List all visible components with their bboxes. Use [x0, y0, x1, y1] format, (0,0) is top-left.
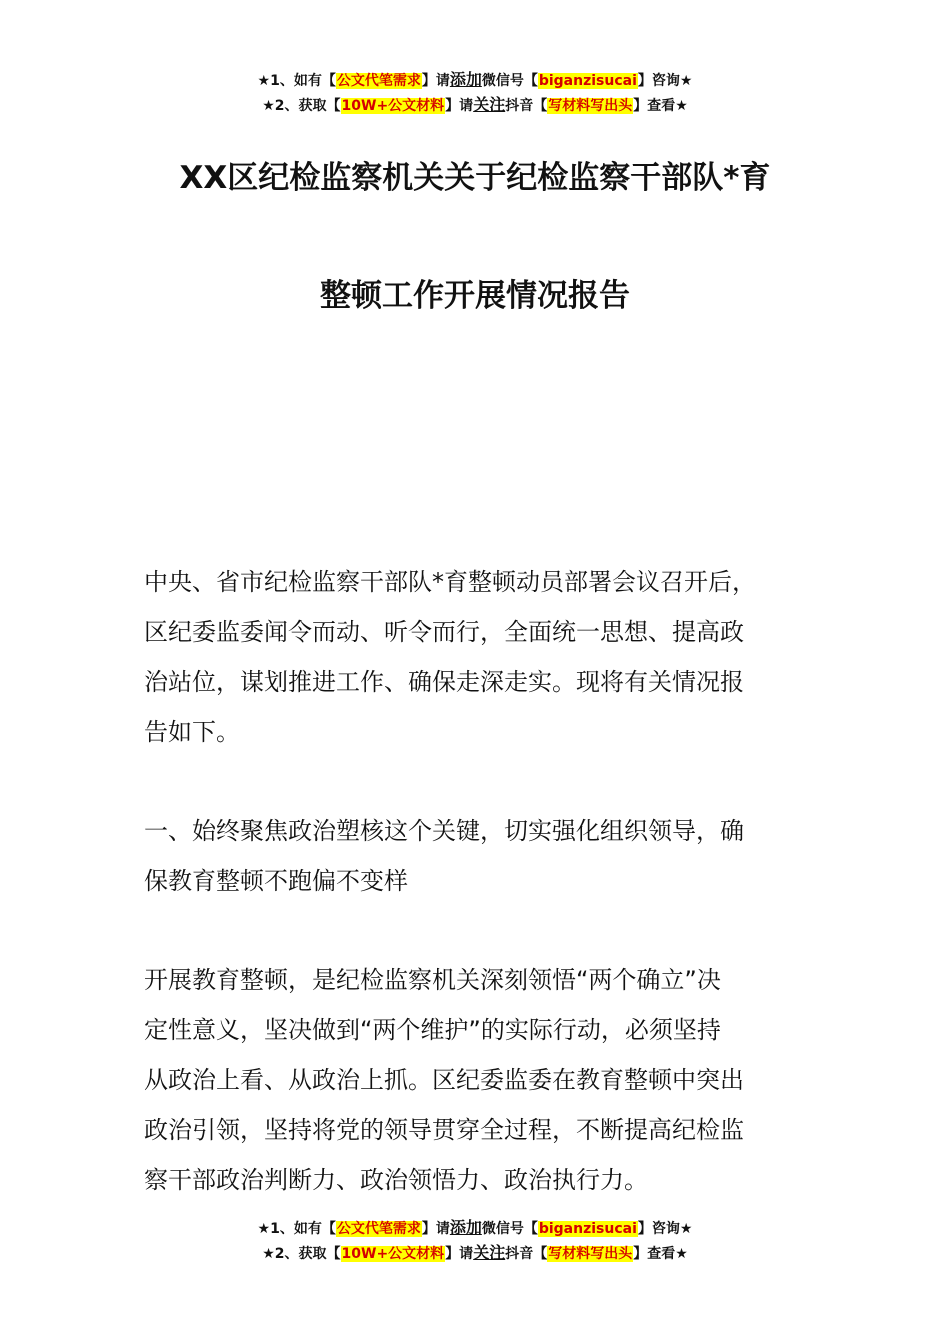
- promo-line-2: [0, 93, 950, 118]
- highlight-wechat-id: biganzisucai: [538, 73, 637, 89]
- paragraph-line: 从政治上看、从政治上抓。区纪委监委在教育整顿中突出: [144, 1066, 744, 1094]
- promo-line-1: [0, 1216, 950, 1241]
- heading-line: 一、始终聚焦政治塑核这个关键，切实强化组织领导，确: [144, 817, 744, 845]
- promo-banner-bottom: [0, 1216, 950, 1266]
- promo-text: 】咨询★: [637, 1221, 693, 1237]
- promo-text: 】查看★: [633, 1246, 688, 1262]
- promo-text: 抖音【: [505, 1246, 548, 1262]
- paragraph-line: 政治引领，坚持将党的领导贯穿全过程，不断提高纪检监: [144, 1116, 744, 1144]
- promo-text: ★1、如有【: [257, 73, 336, 89]
- section-1-paragraph: [144, 955, 808, 1205]
- section-heading-1: [144, 806, 808, 906]
- highlight-wechat-id: biganzisucai: [538, 1221, 637, 1237]
- promo-emphasis: 添加: [449, 70, 482, 89]
- paragraph-line: 告如下。: [144, 718, 240, 746]
- promo-line-1: [0, 68, 950, 93]
- promo-text: ★2、获取【: [262, 1246, 341, 1262]
- promo-text: 微信号【: [481, 73, 538, 89]
- document-title-line-2: 整顿工作开展情况报告: [320, 278, 630, 314]
- highlight-service: 公文代笔需求: [336, 73, 421, 89]
- intro-paragraph: [144, 557, 808, 757]
- paragraph-line: 中央、省市纪检监察干部队*育整顿动员部署会议召开后，: [144, 568, 756, 596]
- highlight-douyin: 写材料写出头: [548, 98, 633, 114]
- promo-emphasis: 添加: [449, 1218, 482, 1237]
- promo-text: ★1、如有【: [257, 1221, 336, 1237]
- promo-line-2: [0, 1241, 950, 1266]
- document-title-line-1: XX区纪检监察机关关于纪检监察干部队*育: [179, 160, 771, 196]
- promo-text: 】请: [421, 1221, 450, 1237]
- promo-text: 】请: [421, 73, 450, 89]
- paragraph-line: 治站位，谋划推进工作、确保走深走实。现将有关情况报: [144, 668, 744, 696]
- promo-text: 微信号【: [481, 1221, 538, 1237]
- promo-emphasis: 关注: [473, 95, 506, 114]
- promo-banner-top: [0, 68, 950, 118]
- promo-text: 】咨询★: [637, 73, 693, 89]
- highlight-douyin: 写材料写出头: [548, 1246, 633, 1262]
- promo-text: ★2、获取【: [262, 98, 341, 114]
- paragraph-line: 察干部政治判断力、政治领悟力、政治执行力。: [144, 1166, 648, 1194]
- highlight-materials: 10W+公文材料: [341, 98, 445, 114]
- promo-text: 抖音【: [505, 98, 548, 114]
- promo-text: 】查看★: [633, 98, 688, 114]
- promo-text: 】请: [445, 98, 474, 114]
- paragraph-line: 开展教育整顿，是纪检监察机关深刻领悟“两个确立”决: [144, 966, 721, 994]
- highlight-service: 公文代笔需求: [336, 1221, 421, 1237]
- paragraph-line: 定性意义，坚决做到“两个维护”的实际行动，必须坚持: [144, 1016, 721, 1044]
- promo-text: 】请: [445, 1246, 474, 1262]
- highlight-materials: 10W+公文材料: [341, 1246, 445, 1262]
- heading-line: 保教育整顿不跑偏不变样: [144, 867, 408, 895]
- paragraph-line: 区纪委监委闻令而动、听令而行，全面统一思想、提高政: [144, 618, 744, 646]
- promo-emphasis: 关注: [473, 1243, 506, 1262]
